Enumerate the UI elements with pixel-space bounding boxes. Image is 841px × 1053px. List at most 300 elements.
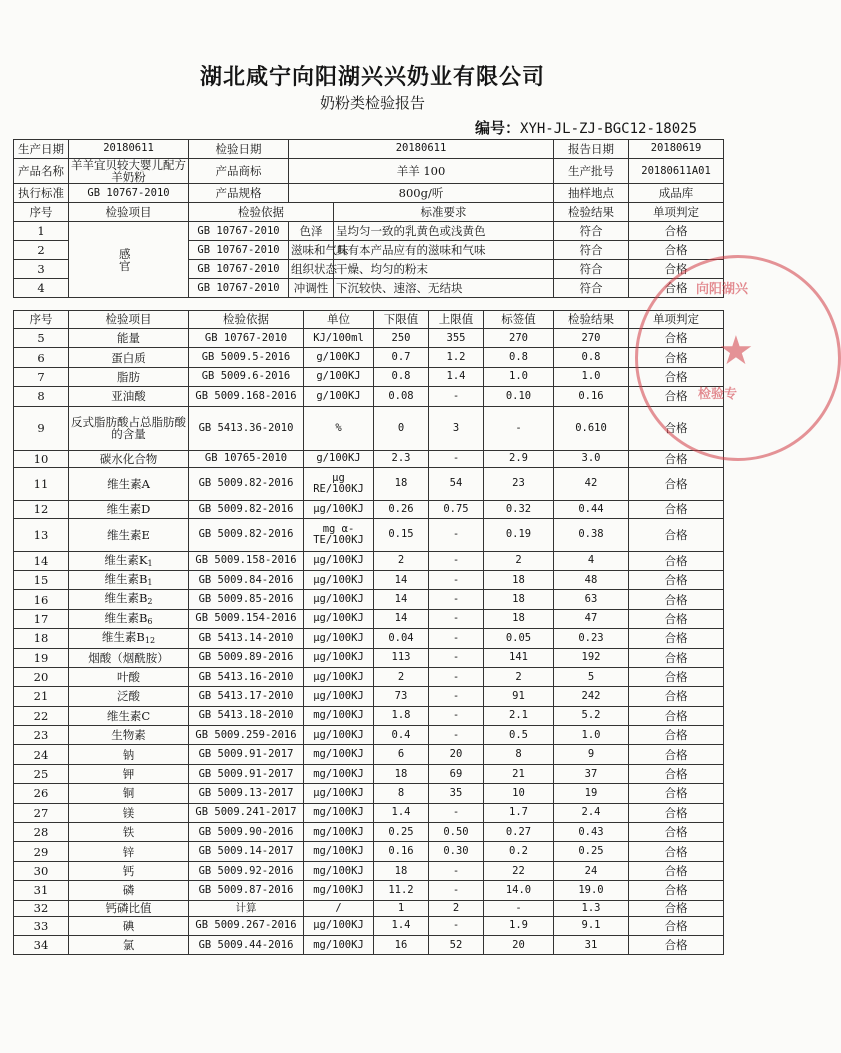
row-basis: GB 10767-2010: [189, 241, 289, 260]
row-result: 31: [554, 935, 629, 954]
row-basis: GB 5009.92-2016: [189, 861, 304, 880]
item-subscript: 1: [147, 558, 153, 568]
item-subscript: 6: [147, 616, 153, 626]
item-name: 维生素B: [101, 630, 145, 645]
sensory-group: 感官: [69, 222, 189, 298]
item-subscript: 2: [147, 597, 153, 607]
row-judge: 合格: [629, 861, 724, 880]
row-lower: 0.4: [374, 726, 429, 745]
item-name: 维生素B: [104, 571, 148, 586]
row-result: 5.2: [554, 706, 629, 725]
row-item: 钙磷比值: [69, 900, 189, 916]
row-unit: μg/100KJ: [304, 667, 374, 686]
table-row: [14, 726, 724, 745]
row-judge: 合格: [629, 260, 724, 279]
row-item: 铜: [69, 784, 189, 803]
row-label: 0.32: [484, 500, 554, 518]
row-item: 碳水化合物: [69, 450, 189, 467]
product-name-value: 羊羊宜贝较大婴儿配方羊奶粉: [69, 159, 189, 184]
col-upper: 上限值: [429, 311, 484, 329]
row-item: 氯: [69, 935, 189, 954]
row-no: 31: [14, 881, 69, 900]
row-basis: GB 5009.44-2016: [189, 935, 304, 954]
row-no: 26: [14, 784, 69, 803]
table-row: [14, 648, 724, 667]
row-lower: 1: [374, 900, 429, 916]
row-basis: GB 5009.84-2016: [189, 570, 304, 589]
row-label: 18: [484, 609, 554, 628]
table-row: [14, 467, 724, 500]
table-row: [14, 629, 724, 648]
row-no: 7: [14, 367, 69, 386]
row-basis: GB 5009.6-2016: [189, 367, 304, 386]
row-basis: GB 10767-2010: [189, 279, 289, 298]
row-item: 反式脂肪酸占总脂肪酸的含量: [69, 406, 189, 450]
row-result: 9.1: [554, 916, 629, 935]
row-result: 42: [554, 467, 629, 500]
item-name: 维生素B: [104, 610, 148, 625]
row-label: 0.27: [484, 823, 554, 842]
table-row: [14, 450, 724, 467]
row-no: 12: [14, 500, 69, 518]
row-label: 2: [484, 667, 554, 686]
row-no: 15: [14, 570, 69, 589]
table-row: [14, 348, 724, 367]
row-upper: 20: [429, 745, 484, 764]
row-result: 符合: [554, 241, 629, 260]
row-label: 0.19: [484, 518, 554, 551]
row-lower: 0.26: [374, 500, 429, 518]
prod-date-value: 20180611: [69, 140, 189, 159]
row-unit: mg/100KJ: [304, 706, 374, 725]
table-row: [14, 842, 724, 861]
row-item: 能量: [69, 329, 189, 348]
row-lower: 0.04: [374, 629, 429, 648]
row-judge: 合格: [629, 387, 724, 406]
row-upper: -: [429, 916, 484, 935]
row-lower: 73: [374, 687, 429, 706]
row-upper: -: [429, 590, 484, 609]
table-row: [14, 764, 724, 783]
row-result: 符合: [554, 279, 629, 298]
standard-label: 执行标准: [14, 184, 69, 203]
row-judge: 合格: [629, 648, 724, 667]
col-basis: 检验依据: [189, 203, 334, 222]
row-unit: μg/100KJ: [304, 648, 374, 667]
stamp-text-top: 向阳湖兴: [696, 282, 749, 297]
table-row: [14, 406, 724, 450]
row-lower: 2: [374, 667, 429, 686]
row-result: 3.0: [554, 450, 629, 467]
table-row: [14, 881, 724, 900]
report-date-label: 报告日期: [554, 140, 629, 159]
row-item: 烟酸（烟酰胺）: [69, 648, 189, 667]
row-item: 脂肪: [69, 367, 189, 386]
row-lower: 14: [374, 570, 429, 589]
test-date-value: 20180611: [289, 140, 554, 159]
row-basis: GB 5009.85-2016: [189, 590, 304, 609]
sample-loc-label: 抽样地点: [554, 184, 629, 203]
row-lower: 1.4: [374, 803, 429, 822]
row-judge: 合格: [629, 803, 724, 822]
row-item: 钾: [69, 764, 189, 783]
row-upper: 1.2: [429, 348, 484, 367]
row-upper: -: [429, 803, 484, 822]
row-judge: 合格: [629, 570, 724, 589]
row-lower: 16: [374, 935, 429, 954]
row-judge: 合格: [629, 764, 724, 783]
row-basis: GB 5413.18-2010: [189, 706, 304, 725]
row-unit: mg/100KJ: [304, 745, 374, 764]
row-judge: 合格: [629, 667, 724, 686]
row-label: 0.5: [484, 726, 554, 745]
row-upper: -: [429, 726, 484, 745]
row-item: [69, 609, 189, 628]
row-result: 47: [554, 609, 629, 628]
row-unit: %: [304, 406, 374, 450]
product-info-table: [13, 139, 724, 298]
row-basis: 计算: [189, 900, 304, 916]
row-req: 具有本产品应有的滋味和气味: [334, 241, 554, 260]
row-upper: 1.4: [429, 367, 484, 386]
row-result: 符合: [554, 222, 629, 241]
col-req: 标准要求: [334, 203, 554, 222]
item-subscript: 1: [147, 577, 153, 587]
row-upper: 0.75: [429, 500, 484, 518]
row-upper: 355: [429, 329, 484, 348]
col-no: 序号: [14, 311, 69, 329]
table-row: [14, 387, 724, 406]
row-judge: 合格: [629, 629, 724, 648]
row-judge: 合格: [629, 367, 724, 386]
row-lower: 14: [374, 609, 429, 628]
row-result: 0.16: [554, 387, 629, 406]
row-label: 1.7: [484, 803, 554, 822]
row-unit: μg/100KJ: [304, 609, 374, 628]
row-no: 22: [14, 706, 69, 725]
row-result: 4: [554, 551, 629, 570]
row-lower: 0.7: [374, 348, 429, 367]
row-upper: -: [429, 387, 484, 406]
sample-loc-value: 成品库: [629, 184, 724, 203]
row-judge: 合格: [629, 518, 724, 551]
row-lower: 0: [374, 406, 429, 450]
row-basis: GB 10765-2010: [189, 450, 304, 467]
row-label: -: [484, 406, 554, 450]
col-label: 标签值: [484, 311, 554, 329]
row-basis: GB 5009.5-2016: [189, 348, 304, 367]
row-item: 维生素A: [69, 467, 189, 500]
row-basis: GB 5009.259-2016: [189, 726, 304, 745]
row-no: 19: [14, 648, 69, 667]
row-basis: GB 5009.267-2016: [189, 916, 304, 935]
row-no: 14: [14, 551, 69, 570]
col-result: 检验结果: [554, 311, 629, 329]
row-attr: 组织状态: [289, 260, 334, 279]
row-no: 2: [14, 241, 69, 260]
row-label: 8: [484, 745, 554, 764]
row-result: 192: [554, 648, 629, 667]
row-item: 维生素E: [69, 518, 189, 551]
row-judge: 合格: [629, 406, 724, 450]
row-no: 6: [14, 348, 69, 367]
row-result: 0.8: [554, 348, 629, 367]
row-lower: 250: [374, 329, 429, 348]
row-no: 16: [14, 590, 69, 609]
row-label: 0.10: [484, 387, 554, 406]
row-no: 3: [14, 260, 69, 279]
table-row: [14, 861, 724, 880]
row-unit: g/100KJ: [304, 348, 374, 367]
table-row: [14, 935, 724, 954]
col-basis: 检验依据: [189, 311, 304, 329]
table-row: [14, 823, 724, 842]
row-result: 2.4: [554, 803, 629, 822]
col-unit: 单位: [304, 311, 374, 329]
row-unit: g/100KJ: [304, 387, 374, 406]
row-basis: GB 5009.87-2016: [189, 881, 304, 900]
col-result: 检验结果: [554, 203, 629, 222]
row-judge: 合格: [629, 222, 724, 241]
row-lower: 8: [374, 784, 429, 803]
row-item: 生物素: [69, 726, 189, 745]
row-label: 0.8: [484, 348, 554, 367]
row-judge: 合格: [629, 609, 724, 628]
row-unit: μg RE/100KJ: [304, 467, 374, 500]
row-judge: 合格: [629, 745, 724, 764]
row-label: 1.0: [484, 367, 554, 386]
row-result: 0.38: [554, 518, 629, 551]
row-upper: -: [429, 570, 484, 589]
table-row: [14, 518, 724, 551]
row-lower: 18: [374, 764, 429, 783]
row-result: 19.0: [554, 881, 629, 900]
row-label: 18: [484, 590, 554, 609]
row-item: 磷: [69, 881, 189, 900]
row-label: 23: [484, 467, 554, 500]
row-no: 24: [14, 745, 69, 764]
row-lower: 1.4: [374, 916, 429, 935]
table-row: [14, 667, 724, 686]
serial-number: 编号：XYH-JL-ZJ-BGC12-18025: [475, 119, 698, 137]
row-no: 9: [14, 406, 69, 450]
row-basis: GB 10767-2010: [189, 260, 289, 279]
row-result: 0.610: [554, 406, 629, 450]
row-lower: 0.08: [374, 387, 429, 406]
row-lower: 2.3: [374, 450, 429, 467]
row-label: 14.0: [484, 881, 554, 900]
row-upper: -: [429, 881, 484, 900]
row-judge: 合格: [629, 241, 724, 260]
row-unit: mg/100KJ: [304, 764, 374, 783]
row-unit: mg/100KJ: [304, 842, 374, 861]
row-unit: mg/100KJ: [304, 935, 374, 954]
row-upper: 35: [429, 784, 484, 803]
row-result: 符合: [554, 260, 629, 279]
star-icon: ★: [718, 328, 754, 374]
row-lower: 11.2: [374, 881, 429, 900]
row-label: 20: [484, 935, 554, 954]
row-item: 钠: [69, 745, 189, 764]
row-result: 0.23: [554, 629, 629, 648]
row-attr: 冲调性: [289, 279, 334, 298]
row-basis: GB 5009.168-2016: [189, 387, 304, 406]
table-row: [14, 222, 724, 241]
row-label: 1.9: [484, 916, 554, 935]
row-basis: GB 5009.14-2017: [189, 842, 304, 861]
row-basis: GB 5009.154-2016: [189, 609, 304, 628]
row-unit: μg/100KJ: [304, 590, 374, 609]
row-label: 141: [484, 648, 554, 667]
row-basis: GB 5009.90-2016: [189, 823, 304, 842]
row-no: 10: [14, 450, 69, 467]
row-lower: 14: [374, 590, 429, 609]
row-result: 1.3: [554, 900, 629, 916]
row-result: 1.0: [554, 726, 629, 745]
row-item: 亚油酸: [69, 387, 189, 406]
table-row: [14, 803, 724, 822]
row-unit: μg/100KJ: [304, 726, 374, 745]
standard-value: GB 10767-2010: [69, 184, 189, 203]
row-result: 37: [554, 764, 629, 783]
row-no: 18: [14, 629, 69, 648]
row-req: 呈均匀一致的乳黄色或浅黄色: [334, 222, 554, 241]
row-label: 0.2: [484, 842, 554, 861]
row-unit: g/100KJ: [304, 367, 374, 386]
row-req: 下沉较快、速溶、无结块: [334, 279, 554, 298]
row-basis: GB 5009.241-2017: [189, 803, 304, 822]
row-item: 铁: [69, 823, 189, 842]
row-result: 242: [554, 687, 629, 706]
row-item: 钙: [69, 861, 189, 880]
row-unit: mg/100KJ: [304, 881, 374, 900]
row-label: 21: [484, 764, 554, 783]
row-lower: 2: [374, 551, 429, 570]
row-upper: -: [429, 667, 484, 686]
row-unit: mg/100KJ: [304, 861, 374, 880]
table-row: [14, 367, 724, 386]
row-upper: -: [429, 687, 484, 706]
table-row: [14, 609, 724, 628]
spec-label: 产品规格: [189, 184, 289, 203]
table-row: [14, 900, 724, 916]
row-basis: GB 5009.82-2016: [189, 518, 304, 551]
row-label: -: [484, 900, 554, 916]
row-no: 23: [14, 726, 69, 745]
row-attr: 色泽: [289, 222, 334, 241]
row-item: 镁: [69, 803, 189, 822]
row-no: 34: [14, 935, 69, 954]
row-no: 30: [14, 861, 69, 880]
row-lower: 6: [374, 745, 429, 764]
row-judge: 合格: [629, 784, 724, 803]
row-basis: GB 5009.82-2016: [189, 467, 304, 500]
row-upper: 52: [429, 935, 484, 954]
row-no: 5: [14, 329, 69, 348]
row-basis: GB 5413.16-2010: [189, 667, 304, 686]
test-date-label: 检验日期: [189, 140, 289, 159]
row-basis: GB 5009.91-2017: [189, 745, 304, 764]
col-judge: 单项判定: [629, 311, 724, 329]
row-basis: GB 5413.17-2010: [189, 687, 304, 706]
col-judge: 单项判定: [629, 203, 724, 222]
row-unit: μg/100KJ: [304, 784, 374, 803]
row-result: 24: [554, 861, 629, 880]
row-label: 270: [484, 329, 554, 348]
row-label: 2: [484, 551, 554, 570]
row-result: 19: [554, 784, 629, 803]
batch-label: 生产批号: [554, 159, 629, 184]
table-row: [14, 500, 724, 518]
row-no: 25: [14, 764, 69, 783]
row-label: 22: [484, 861, 554, 880]
row-unit: μg/100KJ: [304, 916, 374, 935]
row-no: 33: [14, 916, 69, 935]
row-judge: 合格: [629, 916, 724, 935]
row-no: 17: [14, 609, 69, 628]
row-judge: 合格: [629, 881, 724, 900]
row-attr: 滋味和气味: [289, 241, 334, 260]
row-item: [69, 570, 189, 589]
row-unit: mg α-TE/100KJ: [304, 518, 374, 551]
row-item: 泛酸: [69, 687, 189, 706]
row-basis: GB 5009.13-2017: [189, 784, 304, 803]
row-judge: 合格: [629, 935, 724, 954]
company-name: 湖北咸宁向阳湖兴兴奶业有限公司: [199, 64, 545, 90]
table-row: [14, 570, 724, 589]
row-upper: -: [429, 551, 484, 570]
spec-value: 800g/听: [289, 184, 554, 203]
row-judge: 合格: [629, 500, 724, 518]
table-row: [14, 551, 724, 570]
row-no: 8: [14, 387, 69, 406]
row-upper: 3: [429, 406, 484, 450]
row-result: 63: [554, 590, 629, 609]
row-judge: 合格: [629, 590, 724, 609]
row-no: 28: [14, 823, 69, 842]
row-result: 0.43: [554, 823, 629, 842]
row-unit: μg/100KJ: [304, 570, 374, 589]
row-upper: -: [429, 629, 484, 648]
row-result: 5: [554, 667, 629, 686]
row-label: 91: [484, 687, 554, 706]
row-lower: 0.16: [374, 842, 429, 861]
row-basis: GB 5009.158-2016: [189, 551, 304, 570]
row-lower: 0.15: [374, 518, 429, 551]
row-judge: 合格: [629, 706, 724, 725]
row-unit: g/100KJ: [304, 450, 374, 467]
row-item: 叶酸: [69, 667, 189, 686]
row-lower: 18: [374, 861, 429, 880]
row-unit: /: [304, 900, 374, 916]
batch-value: 20180611A01: [629, 159, 724, 184]
row-lower: 1.8: [374, 706, 429, 725]
row-upper: -: [429, 450, 484, 467]
row-basis: GB 10767-2010: [189, 329, 304, 348]
row-result: 270: [554, 329, 629, 348]
row-upper: 54: [429, 467, 484, 500]
table-row: [14, 916, 724, 935]
table-row: [14, 687, 724, 706]
row-no: 29: [14, 842, 69, 861]
row-result: 48: [554, 570, 629, 589]
col-item: 检验项目: [69, 203, 189, 222]
row-judge: 合格: [629, 687, 724, 706]
row-unit: KJ/100ml: [304, 329, 374, 348]
col-lower: 下限值: [374, 311, 429, 329]
row-unit: mg/100KJ: [304, 823, 374, 842]
row-lower: 113: [374, 648, 429, 667]
